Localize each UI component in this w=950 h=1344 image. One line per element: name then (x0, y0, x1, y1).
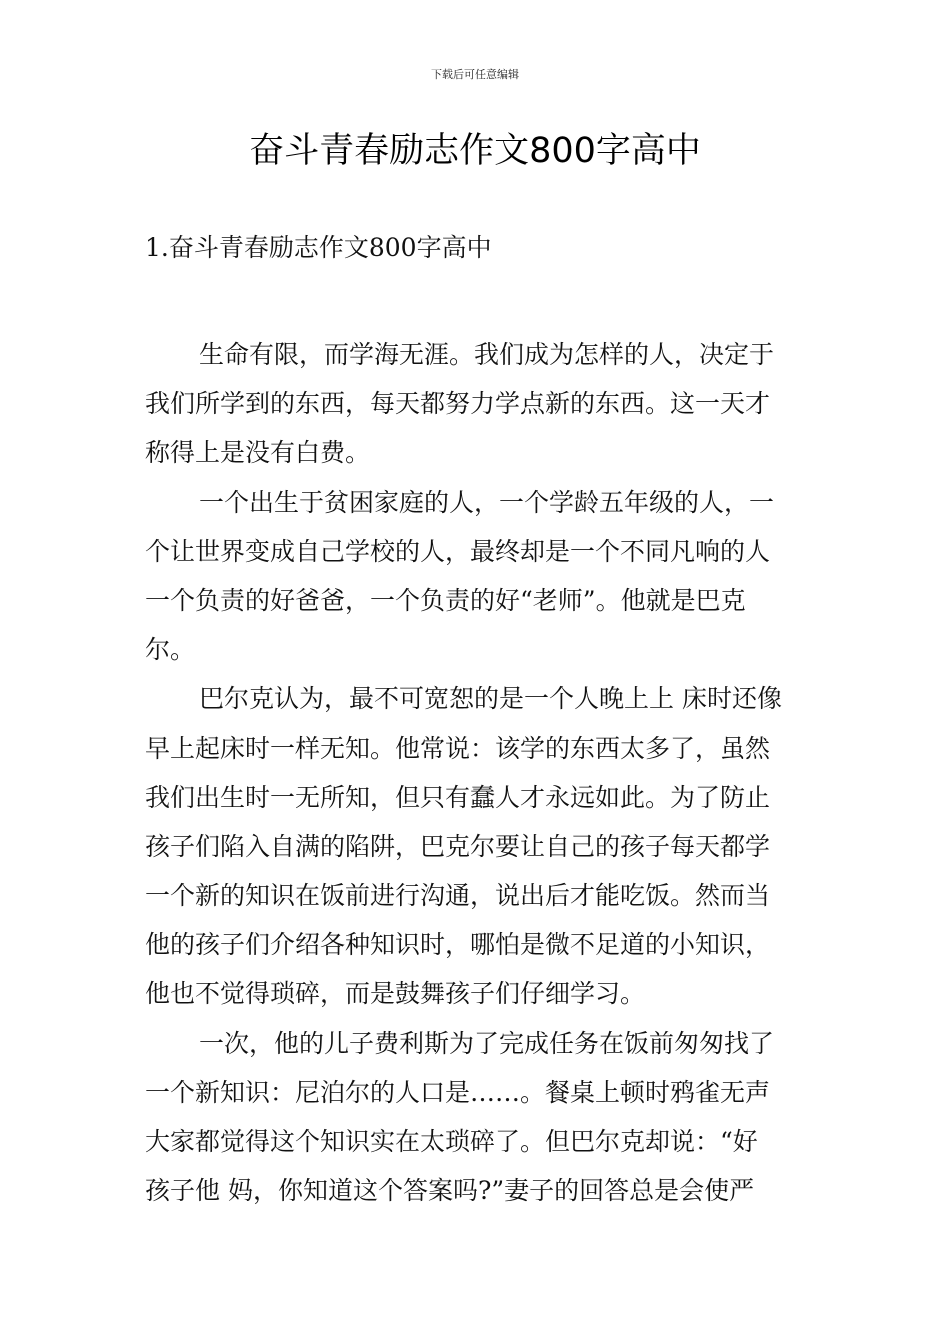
section-heading: 1.奋斗青春励志作文800字高中 (145, 233, 492, 262)
text-line: 巴尔克认为，最不可宽恕的是一个人晚上上 床时还像 (199, 684, 782, 714)
text-line: 我们出生时一无所知，但只有蠢人才永远如此。为了防止 (145, 782, 771, 812)
text-line: 孩子他 妈，你知道这个答案吗?”妻子的回答总是会使严 (145, 1176, 755, 1206)
text-line: 尔。 (145, 635, 196, 665)
body-text (145, 330, 810, 1215)
text-line: 他也不觉得琐碎，而是鼓舞孩子们仔细学习。 (145, 979, 646, 1009)
text-line: 我们所学到的东西，每天都努力学点新的东西。这一天才 (145, 389, 771, 419)
document-title: 奋斗青春励志作文800字高中 (249, 131, 701, 171)
text-line: 一次，他的儿子费利斯为了完成任务在饭前匆匆找了 (199, 1028, 775, 1058)
text-line: 一个负责的好爸爸，一个负责的好“老师”。他就是巴克 (145, 585, 746, 615)
text-line: 个让世界变成自己学校的人，最终却是一个不同凡响的人 (145, 536, 771, 566)
header-note: 下载后可任意编辑 (431, 68, 519, 81)
text-line: 他的孩子们介绍各种知识时，哪怕是微不足道的小知识， (145, 930, 771, 960)
text-line: 一个新知识：尼泊尔的人口是……。餐桌上顿时鸦雀无声 (145, 1077, 771, 1107)
text-line: 一个出生于贫困家庭的人，一个学龄五年级的人，一 (199, 487, 775, 517)
text-line: 大家都觉得这个知识实在太琐碎了。但巴尔克却说：“好 (145, 1127, 758, 1156)
text-line: 早上起床时一样无知。他常说：该学的东西太多了，虽然 (145, 733, 771, 763)
text-line: 一个新的知识在饭前进行沟通，说出后才能吃饭。然而当 (145, 881, 771, 911)
text-line: 称得上是没有白费。 (145, 438, 371, 468)
text-line: 孩子们陷入自满的陷阱，巴克尔要让自己的孩子每天都学 (145, 831, 771, 861)
text-line: 生命有限，而学海无涯。我们成为怎样的人，决定于 (199, 340, 775, 369)
